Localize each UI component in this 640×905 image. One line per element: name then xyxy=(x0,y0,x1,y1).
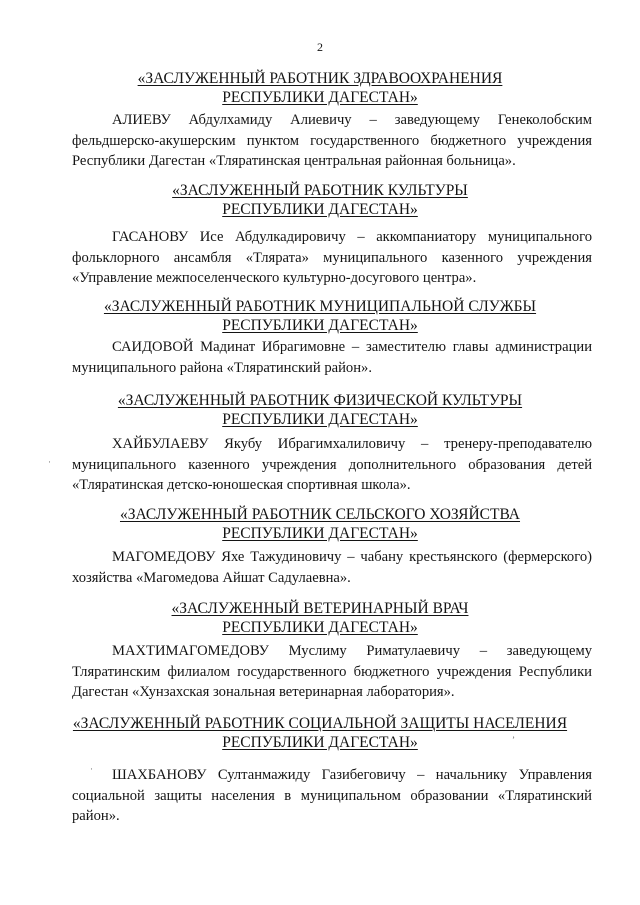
award-heading-line1: «ЗАСЛУЖЕННЫЙ РАБОТНИК КУЛЬТУРЫ xyxy=(172,182,468,199)
award-heading-line1: «ЗАСЛУЖЕННЫЙ ВЕТЕРИНАРНЫЙ ВРАЧ xyxy=(171,600,469,617)
award-recipient-text: МАГОМЕДОВУ Яхе Тажудиновичу – чабану крестьянского (фермерского) хозяйства «Магомедова Айшат Садулаевна». xyxy=(72,549,592,586)
award-section-physical-culture xyxy=(0,391,640,493)
award-section-healthcare xyxy=(0,69,640,169)
award-section-culture xyxy=(0,181,640,286)
award-section-agriculture xyxy=(0,505,640,586)
award-recipient-text: ГАСАНОВУ Исе Абдулкадировичу – аккомпаниатору муниципального фольклорного ансамбля «Тлярата» муниципального казенного учреждения «Управление межпоселенческого культурно-досугового центра». xyxy=(72,229,592,286)
award-heading xyxy=(0,297,640,335)
award-heading-line2: РЕСПУБЛИКИ ДАГЕСТАН» xyxy=(222,317,418,334)
award-recipient-text: АЛИЕВУ Абдулхамиду Алиевичу – заведующему Генеколобским фельдшерско-акушерским пунктом государственного бюджетного учреждения Республики Дагестан «Тляратинская центральная районная больница». xyxy=(72,112,592,169)
award-recipient-text: ХАЙБУЛАЕВУ Якубу Ибрагимхалиловичу – тренеру-преподавателю муниципального казенного учреждения дополнительного образования детей «Тляратинская детско-юношеская спортивная школа». xyxy=(72,436,592,493)
award-heading-line2: РЕСПУБЛИКИ ДАГЕСТАН» xyxy=(222,89,418,106)
page-number: 2 xyxy=(317,40,323,54)
award-recipient-text: МАХТИМАГОМЕДОВУ Муслиму Риматулаевичу – заведующему Тляратинским филиалом государственного бюджетного учреждения Республики Дагестан «Хунзахская зональная ветеринарная лаборатория». xyxy=(72,643,592,700)
award-heading-line1: «ЗАСЛУЖЕННЫЙ РАБОТНИК СОЦИАЛЬНОЙ ЗАЩИТЫ НАСЕЛЕНИЯ xyxy=(72,715,568,732)
award-heading-line1: «ЗАСЛУЖЕННЫЙ РАБОТНИК СЕЛЬСКОГО ХОЗЯЙСТВА xyxy=(119,506,521,523)
award-heading-line1: «ЗАСЛУЖЕННЫЙ РАБОТНИК ЗДРАВООХРАНЕНИЯ xyxy=(137,70,503,87)
award-heading xyxy=(0,181,640,219)
scan-speck: ʼ xyxy=(512,735,515,745)
award-section-social-protection xyxy=(0,714,640,824)
award-heading-line2: РЕСПУБЛИКИ ДАГЕСТАН» xyxy=(222,411,418,428)
award-heading xyxy=(0,599,640,637)
scan-speck: · xyxy=(90,764,93,774)
award-heading-line2: РЕСПУБЛИКИ ДАГЕСТАН» xyxy=(222,734,418,751)
award-section-veterinary xyxy=(0,599,640,700)
award-heading-line1: «ЗАСЛУЖЕННЫЙ РАБОТНИК ФИЗИЧЕСКОЙ КУЛЬТУРЫ xyxy=(117,392,523,409)
award-recipient-text: ШАХБАНОВУ Султанмажиду Газибеговичу – начальнику Управления социальной защиты населения в муниципальном образовании «Тляратинский район». xyxy=(72,767,592,824)
award-heading-line1: «ЗАСЛУЖЕННЫЙ РАБОТНИК МУНИЦИПАЛЬНОЙ СЛУЖБЫ xyxy=(103,298,537,315)
award-heading-line2: РЕСПУБЛИКИ ДАГЕСТАН» xyxy=(222,201,418,218)
award-heading xyxy=(0,505,640,543)
award-heading xyxy=(0,391,640,429)
award-heading-line2: РЕСПУБЛИКИ ДАГЕСТАН» xyxy=(222,619,418,636)
award-section-municipal-service xyxy=(0,297,640,376)
award-recipient-text: САИДОВОЙ Мадинат Ибрагимовне – заместителю главы администрации муниципального района «Тляратинский район». xyxy=(72,339,592,376)
scan-speck: · xyxy=(48,457,51,467)
award-heading xyxy=(0,714,640,752)
award-heading-line2: РЕСПУБЛИКИ ДАГЕСТАН» xyxy=(222,525,418,542)
award-heading xyxy=(0,69,640,107)
